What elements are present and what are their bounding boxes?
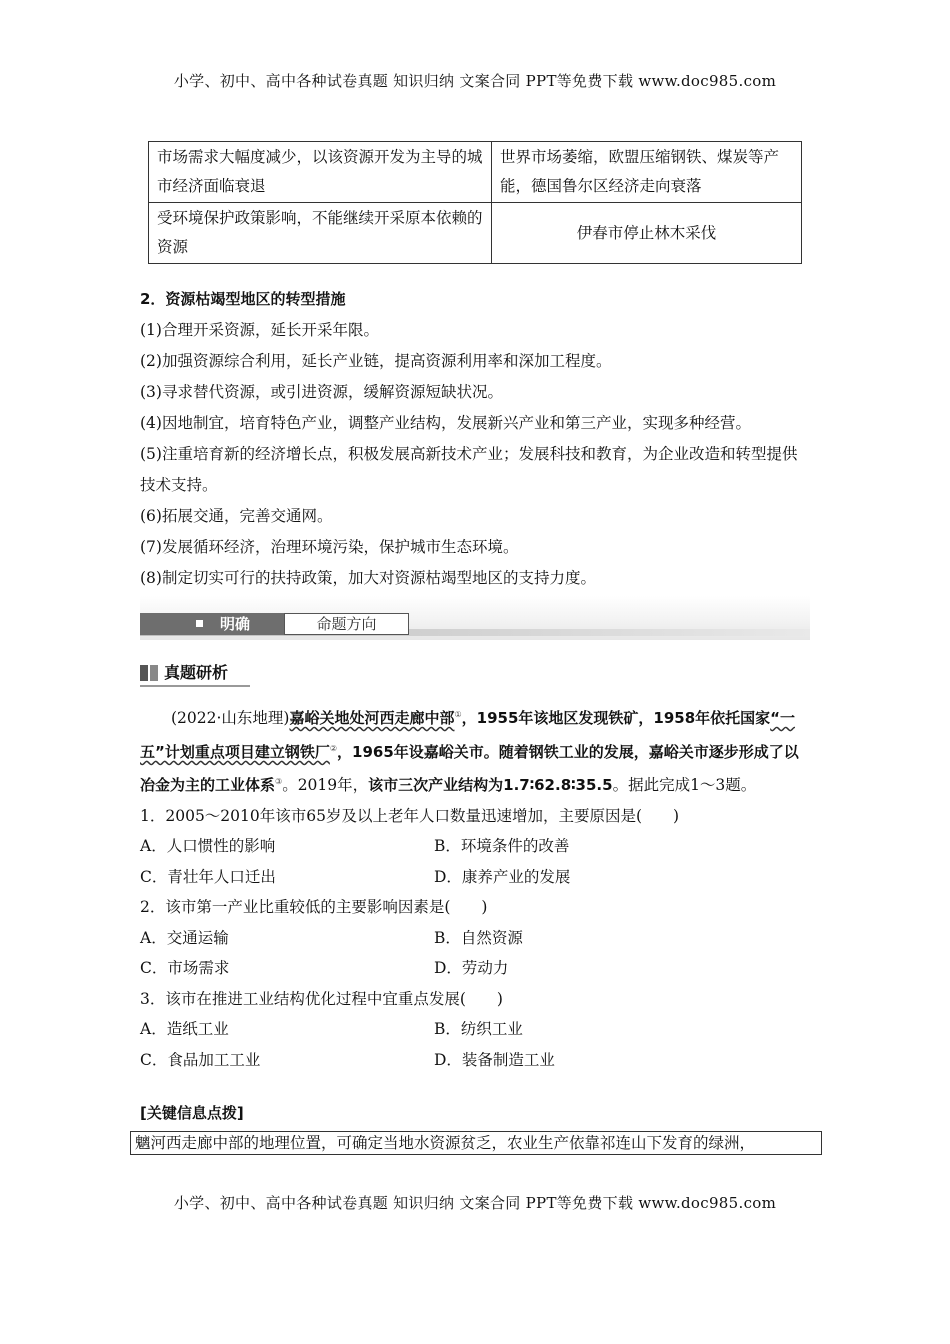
key-info-title: [关键信息点拨]: [140, 1104, 244, 1122]
table-row: [149, 142, 802, 203]
list-item: (5)注重培育新的经济增长点，积极发展高新技术产业；发展科技和教育，为企业改造和转型提供技术支持。: [140, 445, 798, 494]
table-row: [149, 203, 802, 264]
heading-mark-icon: [150, 665, 158, 681]
list-item: (7)发展循环经济，治理环境污染，保护城市生态环境。: [140, 538, 519, 556]
option: A．人口惯性的影响: [140, 837, 276, 856]
resource-decline-table: [148, 141, 802, 264]
option: B．环境条件的改善: [434, 837, 570, 856]
list-item: (1)合理开采资源，延长开采年限。: [140, 321, 379, 339]
option: B．纺织工业: [434, 1020, 523, 1039]
list-item: (4)因地制宜，培育特色产业，调整产业结构，发展新兴产业和第三产业，实现多种经营。: [140, 414, 751, 432]
option: D．劳动力: [434, 959, 509, 978]
problem-intro: [140, 700, 812, 801]
intro-text: 。2019年，: [282, 776, 369, 795]
page-footer: 小学、初中、高中各种试卷真题 知识归纳 文案合同 PPT等免费下载 www.doc985.com: [173, 1194, 777, 1212]
problem-source: (2022·山东地理): [171, 709, 290, 728]
intro-text: ，1965年设嘉峪关市。随着钢铁工业的发展，嘉峪关市逐步形成了以冶金为主的工业体系: [140, 742, 799, 795]
option: C．市场需求: [140, 959, 230, 978]
question-stem: 1．2005～2010年该市65岁及以上老年人口数量迅速增加，主要原因是( ): [140, 806, 680, 825]
question-stem: 3．该市在推进工业结构优化过程中宜重点发展( ): [140, 989, 503, 1008]
table-cell-example: 世界市场萎缩，欧盟压缩钢铁、煤炭等产能，德国鲁尔区经济走向衰落: [492, 142, 802, 203]
heading-mark-icon: [140, 665, 148, 681]
option: C．青壮年人口迁出: [140, 867, 276, 886]
list-item: (2)加强资源综合利用，延长产业链，提高资源利用率和深加工程度。: [140, 352, 612, 370]
banner-tab-dark: [140, 613, 284, 635]
list-item: (6)拓展交通，完善交通网。: [140, 507, 333, 525]
option: A．造纸工业: [140, 1020, 229, 1039]
subheading: [140, 660, 250, 686]
key-phrase: “一五”计划重点项目建立钢铁厂: [140, 709, 796, 761]
question-stem: 2．该市第一产业比重较低的主要影响因素是( ): [140, 898, 488, 917]
option: D．康养产业的发展: [434, 867, 571, 886]
option-row: [140, 1045, 812, 1076]
subheading-text: 真题研析: [164, 663, 229, 682]
option-row: [140, 862, 812, 893]
annotation-mark: ②: [329, 743, 338, 753]
table-cell-example: 伊春市停止林木采伐: [492, 203, 802, 264]
table-cell-condition: 受环境保护政策影响，不能继续开采原本依赖的资源: [149, 203, 492, 264]
list-item: (3)寻求替代资源，或引进资源，缓解资源短缺状况。: [140, 383, 503, 401]
option-row: [140, 1014, 812, 1045]
key-info-box: 魑河西走廊中部的地理位置，可确定当地水资源贫乏，农业生产依靠祁连山下发育的绿洲，: [130, 1131, 822, 1155]
key-phrase: 该市三次产业结构为1.7∶62.8∶35.5: [368, 776, 613, 795]
option-row: [140, 831, 812, 862]
annotation-mark: ③: [275, 777, 283, 787]
option: A．交通运输: [140, 928, 229, 947]
intro-text: ，1955年该地区发现铁矿，1958年依托国家: [461, 709, 771, 728]
option: D．装备制造工业: [434, 1050, 555, 1069]
banner-label-right: 命题方向: [284, 613, 409, 635]
list-item: (8)制定切实可行的扶持政策，加大对资源枯竭型地区的支持力度。: [140, 569, 596, 587]
banner-label-left: 明确: [220, 615, 251, 633]
section-title: 2．资源枯竭型地区的转型措施: [140, 290, 346, 308]
option-row: [140, 953, 812, 984]
page-header: 小学、初中、高中各种试卷真题 知识归纳 文案合同 PPT等免费下载 www.doc985.com: [173, 72, 777, 90]
annotation-mark: ①: [454, 710, 462, 719]
intro-text: 。据此完成1～3题。: [612, 776, 757, 795]
option: C．食品加工工业: [140, 1050, 261, 1069]
option: B．自然资源: [434, 928, 523, 947]
square-bullet-icon: [196, 620, 203, 627]
subheading-underline: [140, 685, 250, 687]
option-row: [140, 923, 812, 954]
problem-block: [140, 700, 812, 1075]
key-phrase: 嘉峪关地处河西走廊中部: [289, 709, 455, 728]
transformation-measures: [140, 284, 812, 594]
section-banner: [140, 596, 810, 640]
table-cell-condition: 市场需求大幅度减少，以该资源开发为主导的城市经济面临衰退: [149, 142, 492, 203]
